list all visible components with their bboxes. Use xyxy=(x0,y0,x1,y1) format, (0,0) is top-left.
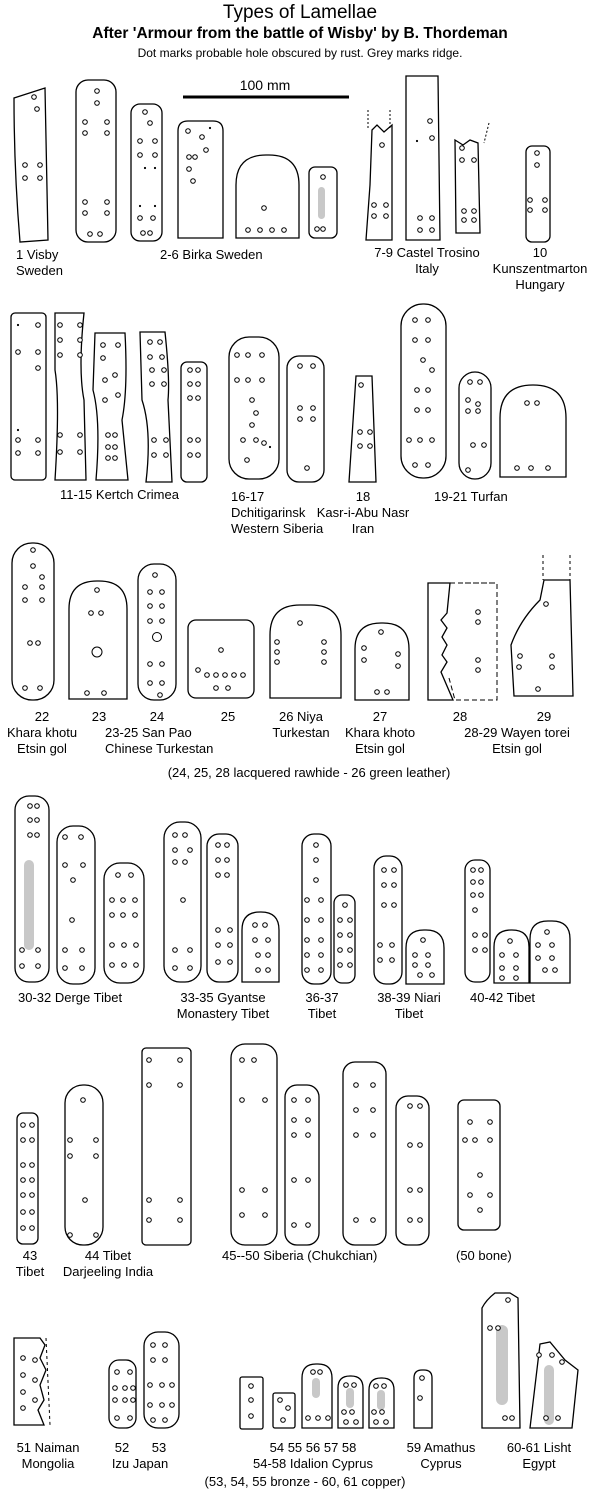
caption-25: 25 xyxy=(220,709,236,724)
caption-24: 24 xyxy=(149,709,165,724)
caption-33-35-gyantse: 33-35 Gyantse Monastery Tibet xyxy=(176,990,270,1021)
scale-bar-label: 100 mm xyxy=(239,77,291,93)
caption-18-kasr-i-abu-nasr: 18 Kasr-i-Abu Nasr Iran xyxy=(316,489,410,536)
caption-40-42-tibet: 40-42 Tibet xyxy=(470,990,536,1005)
caption-45-50-siberia: 45--50 Siberia (Chukchian) xyxy=(222,1248,378,1263)
caption-30-32-derge: 30-32 Derge Tibet xyxy=(18,990,123,1005)
caption-22-khara-khotu: 22 Khara khotu Etsin gol xyxy=(6,709,78,756)
caption-60-61-lisht: 60-61 Lisht Egypt xyxy=(506,1440,572,1471)
caption-28-29-wayen-torei: 28-29 Wayen torei Etsin gol xyxy=(464,725,570,756)
caption-11-15-kertch: 11-15 Kertch Crimea xyxy=(60,487,179,502)
caption-27-khara-khoto: 27 Khara khoto Etsin gol xyxy=(344,709,416,756)
caption-59-amathus: 59 Amathus Cyprus xyxy=(406,1440,476,1471)
diagram-title: Types of Lamellae xyxy=(222,2,378,23)
caption-10-kunszentmarton: 10 Kunszentmarton Hungary xyxy=(492,245,588,292)
caption-23: 23 xyxy=(91,709,107,724)
diagram-note: Dot marks probable hole obscured by rust. Grey marks ridge. xyxy=(137,46,463,60)
caption-28: 28 xyxy=(452,709,468,724)
caption-2-6-birka: 2-6 Birka Sweden xyxy=(160,247,263,262)
caption-23-25-san-pao: 23-25 San Pao Chinese Turkestan xyxy=(105,725,214,756)
caption-26-niya: 26 Niya Turkestan xyxy=(272,709,330,740)
caption-16-17-dchitigarinsk: 16-17 Dchitigarinsk Western Siberia xyxy=(231,489,324,536)
caption-19-21-turfan: 19-21 Turfan xyxy=(434,489,508,504)
caption-36-37-tibet: 36-37 Tibet xyxy=(305,990,339,1021)
caption-43-tibet: 43 Tibet xyxy=(15,1248,45,1279)
caption-50-bone: (50 bone) xyxy=(456,1248,512,1263)
caption-29: 29 xyxy=(536,709,552,724)
caption-7-9-castel-trosino: 7-9 Castel Trosino Italy xyxy=(374,245,480,276)
caption-38-39-niari: 38-39 Niari Tibet xyxy=(377,990,441,1021)
caption-51-naiman: 51 Naiman Mongolia xyxy=(16,1440,80,1471)
caption-izu-japan: Izu Japan xyxy=(111,1456,169,1471)
caption-materials-note-1: (24, 25, 28 lacquered rawhide - 26 green leather) xyxy=(167,765,451,780)
caption-52: 52 xyxy=(114,1440,130,1455)
caption-1-visby: 1 Visby Sweden xyxy=(16,247,63,278)
caption-53: 53 xyxy=(151,1440,167,1455)
caption-54-58-idalion: 54 55 56 57 58 54-58 Idalion Cyprus xyxy=(253,1440,373,1471)
caption-materials-note-2: (53, 54, 55 bronze - 60, 61 copper) xyxy=(204,1474,406,1489)
diagram-subtitle: After 'Armour from the battle of Wisby' by B. Thordeman xyxy=(92,25,508,42)
scale-bar xyxy=(183,77,349,97)
caption-44-tibet-darjeeling: 44 Tibet Darjeeling India xyxy=(62,1248,154,1279)
